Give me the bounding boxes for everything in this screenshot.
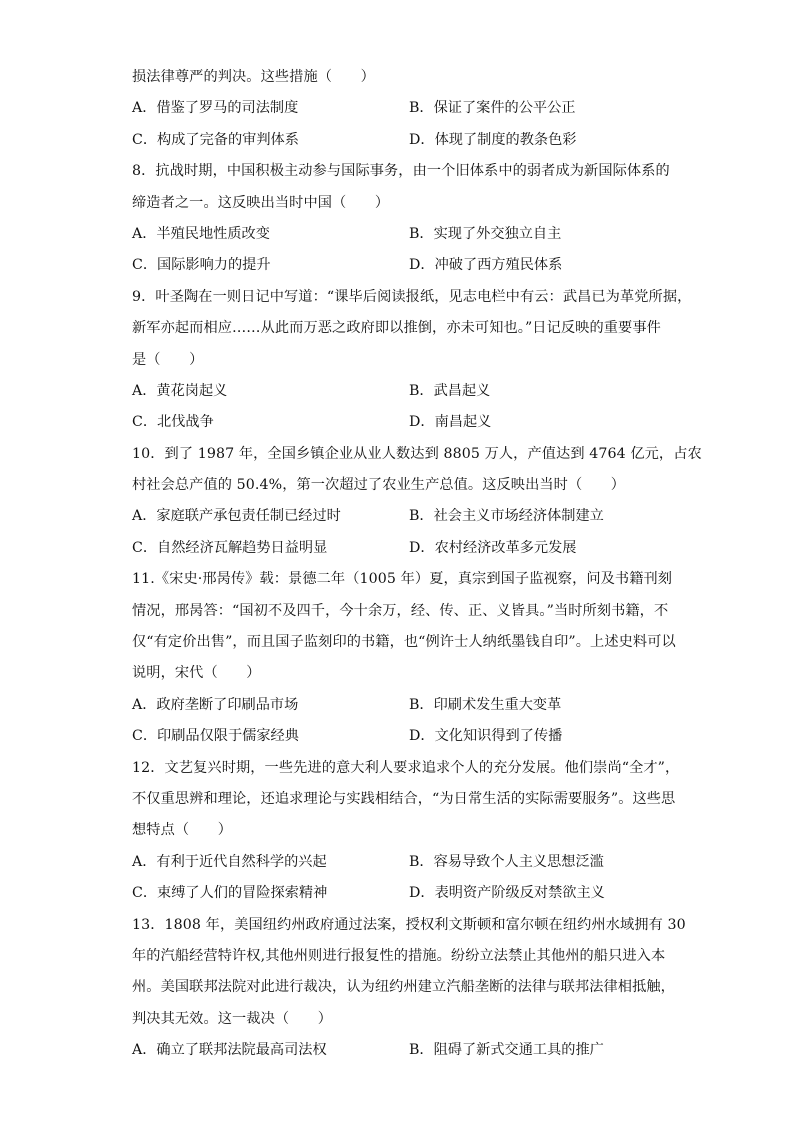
option-b: B．阻碍了新式交通工具的推广	[409, 1042, 604, 1059]
question-7-options-row-2	[132, 125, 662, 156]
option-d: D．文化知识得到了传播	[409, 728, 563, 745]
option-a: A．黄花岗起义	[132, 382, 228, 399]
option-c: C．构成了完备的审判体系	[132, 131, 299, 148]
question-10-options-row-1	[132, 501, 662, 532]
exam-page	[132, 62, 702, 1067]
option-c: C．印刷品仅限于儒家经典	[132, 728, 299, 745]
question-12-options-row-1	[132, 847, 662, 878]
question-11-line-4: 说明，宋代（ ）	[132, 665, 261, 682]
question-10-line-1: 10．到了 1987 年，全国乡镇企业从业人数达到 8805 万人，产值达到 4764 亿元，占农	[132, 445, 702, 462]
question-13-line-4: 判决其无效。这一裁决（ ）	[132, 1010, 333, 1027]
option-d: D．冲破了西方殖民体系	[409, 257, 563, 274]
option-a: A．有利于近代自然科学的兴起	[132, 853, 327, 870]
question-13-line-2: 年的汽船经营特许权,其他州则进行报复性的措施。纷纷立法禁止其他州的船只进入本	[132, 947, 666, 964]
option-d: D．体现了制度的教条色彩	[409, 131, 577, 148]
question-11-options-row-1	[132, 690, 662, 721]
option-b: B．印刷术发生重大变革	[409, 696, 562, 713]
option-d: D．表明资产阶级反对禁欲主义	[409, 885, 605, 902]
question-10-options-row-2	[132, 533, 662, 564]
option-b: B．容易导致个人主义思想泛滥	[409, 853, 604, 870]
option-c: C．国际影响力的提升	[132, 257, 271, 274]
option-b: B．实现了外交独立自主	[409, 225, 562, 242]
question-12-line-2: 不仅重思辨和理论，还追求理论与实践相结合，“为日常生活的实际需要服务”。这些思	[132, 790, 676, 807]
option-a: A．家庭联产承包责任制已经过时	[132, 508, 341, 525]
option-a: A．确立了联邦法院最高司法权	[132, 1042, 327, 1059]
option-a: A．半殖民地性质改变	[132, 225, 270, 242]
question-8-line-1: 8．抗战时期，中国积极主动参与国际事务，由一个旧体系中的弱者成为新国际体系的	[132, 163, 670, 180]
question-8-options-row-2	[132, 250, 662, 281]
question-10-line-2: 村社会总产值的 50.4%，第一次超过了农业生产总值。这反映出当时（ ）	[132, 477, 626, 494]
question-12-options-row-2	[132, 878, 662, 909]
question-11-line-1: 11.《宋史·邢昺传》载：景德二年（1005 年）夏，真宗到国子监视察，问及书籍刊刻	[132, 571, 673, 588]
option-c: C．自然经济瓦解趋势日益明显	[132, 539, 328, 556]
question-8-options-row-1	[132, 219, 662, 250]
question-11-line-2: 情况，邢昺答：“国初不及四千，今十余万，经、传、正、义皆具。”当时所刻书籍，不	[132, 602, 669, 619]
option-a: A．政府垄断了印刷品市场	[132, 696, 299, 713]
question-9-options-row-1	[132, 376, 662, 407]
option-d: D．南昌起义	[409, 414, 492, 431]
question-11-line-3: 仅“有定价出售”，而且国子监刻印的书籍，也“例许士人纳纸墨钱自印”。上述史料可以	[132, 634, 676, 651]
question-13-line-3: 州。美国联邦法院对此进行裁决，认为纽约州建立汽船垄断的法律与联邦法律相抵触，	[132, 979, 675, 996]
question-9-line-2: 新军亦起而相应……从此而万恶之政府即以推倒，亦未可知也。”日记反映的重要事件	[132, 320, 661, 337]
question-13-options-row-1	[132, 1035, 662, 1066]
question-9-options-row-2	[132, 407, 662, 438]
question-9-line-3: 是（ ）	[132, 351, 204, 368]
question-12-line-3: 想特点（ ）	[132, 822, 233, 839]
question-7-options-row-1	[132, 93, 662, 124]
question-8-line-2: 缔造者之一。这反映出当时中国（ ）	[132, 194, 390, 211]
question-12-line-1: 12．文艺复兴时期，一些先进的意大利人要求追求个人的充分发展。他们崇尚“全才”，	[132, 759, 680, 776]
question-9-line-1: 9．叶圣陶在一则日记中写道：“课毕后阅读报纸，见志电栏中有云：武昌已为革党所据，	[132, 288, 692, 305]
question-7-text: 损法律尊严的判决。这些措施（ ）	[132, 69, 375, 85]
option-a: A．借鉴了罗马的司法制度	[132, 100, 299, 117]
option-c: C．束缚了人们的冒险探索精神	[132, 885, 328, 902]
question-13-line-1: 13．1808 年，美国纽约州政府通过法案，授权利文斯顿和富尔顿在纽约州水域拥有 30	[132, 916, 686, 933]
question-11-options-row-2	[132, 721, 662, 752]
option-b: B．武昌起义	[409, 382, 491, 399]
option-b: B．社会主义市场经济体制建立	[409, 508, 604, 525]
option-d: D．农村经济改革多元发展	[409, 539, 577, 556]
option-b: B．保证了案件的公平公正	[409, 100, 576, 117]
option-c: C．北伐战争	[132, 414, 214, 431]
